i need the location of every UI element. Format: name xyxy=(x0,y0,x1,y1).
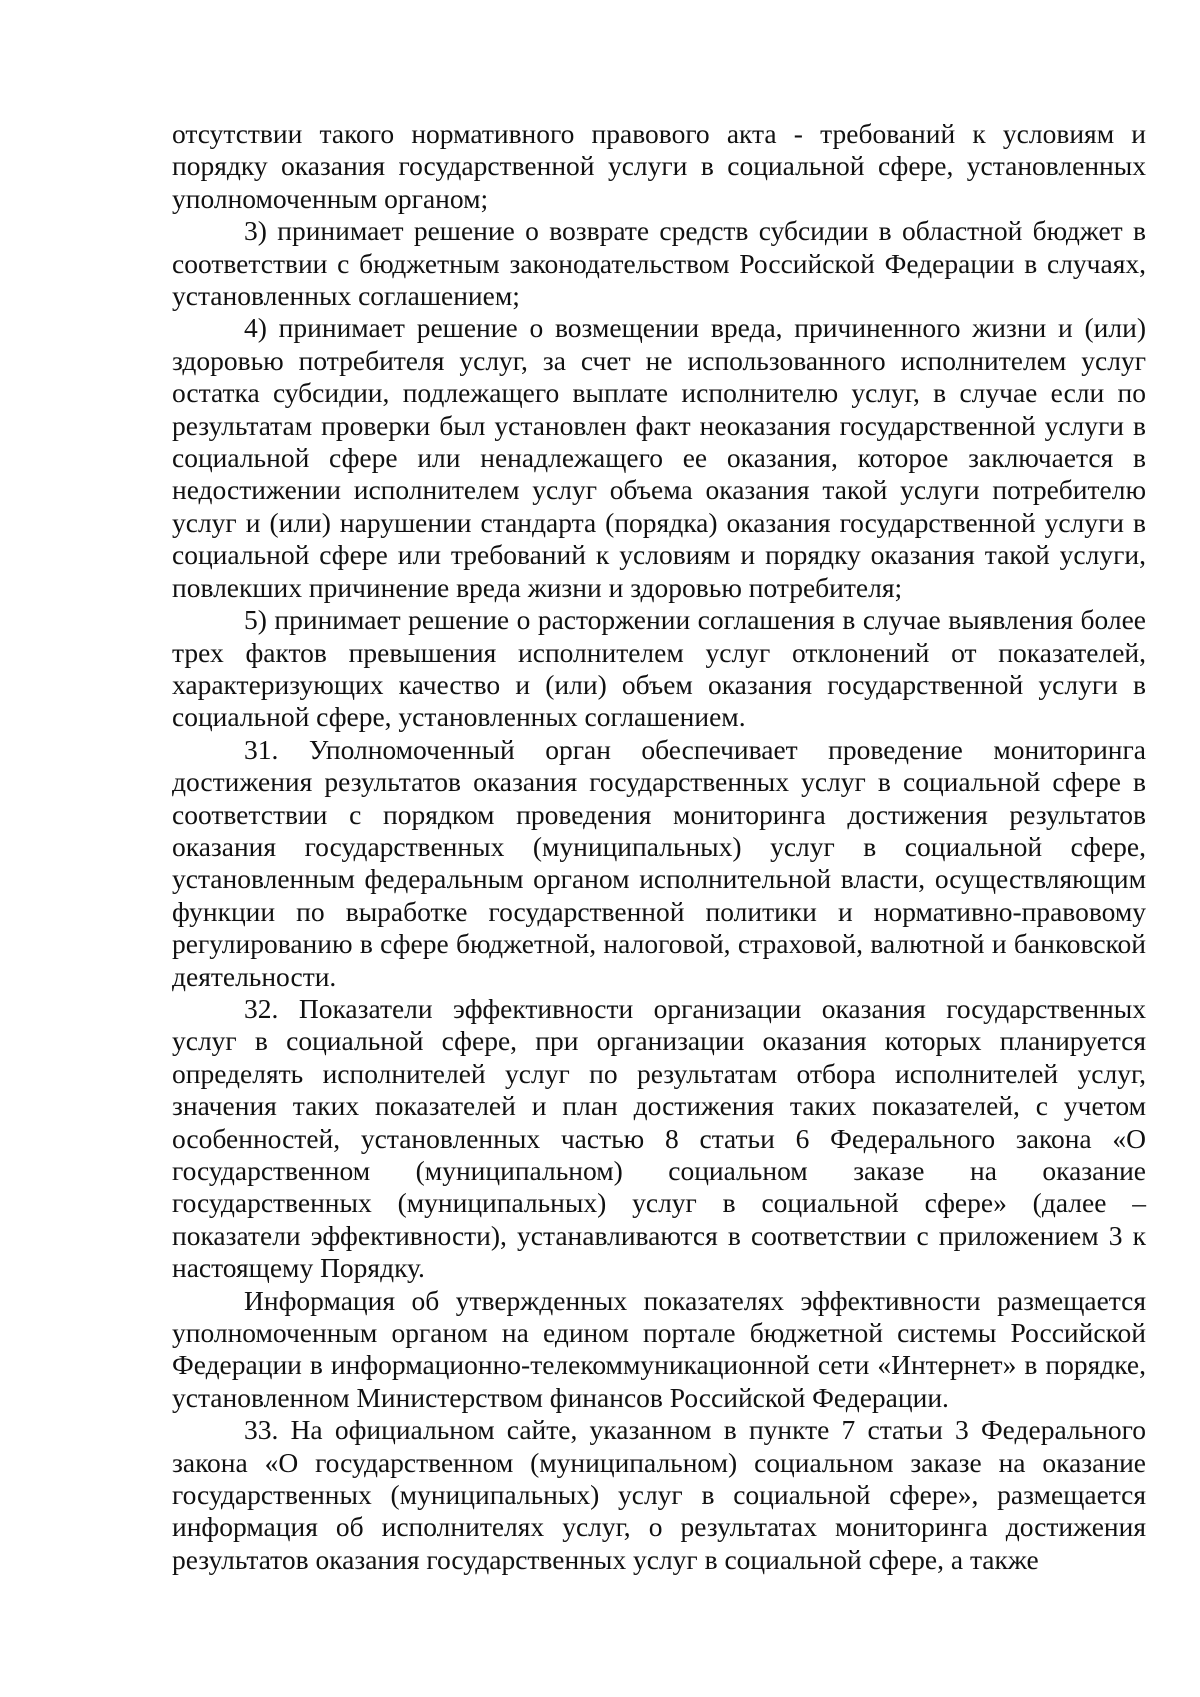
document-body xyxy=(172,118,1146,1576)
paragraph-item-3: 3) принимает решение о возврате средств субсидии в областной бюджет в соответствии с бюджетным законодательством Российской Федерации в случаях, установленных соглашением; xyxy=(172,215,1146,312)
paragraph-clause-32: 32. Показатели эффективности организации оказания государственных услуг в социальной сфере, при организации оказания которых планируется определять исполнителей услуг по результатам отбора исполнителей услуг, значения таких показателей и план достижения таких показателей, с учетом особенностей, установленных частью 8 статьи 6 Федерального закона «О государственном (муниципальном) социальном заказе на оказание государственных (муниципальных) услуг в социальной сфере» (далее – показатели эффективности), устанавливаются в соответствии с приложением 3 к настоящему Порядку. xyxy=(172,992,1146,1284)
paragraph-item-4: 4) принимает решение о возмещении вреда, причиненного жизни и (или) здоровью потребителя услуг, за счет не использованного исполнителем услуг остатка субсидии, подлежащего выплате исполнителю услуг, в случае если по результатам проверки был установлен факт неоказания государственной услуги в социальной сфере или ненадлежащего ее оказания, которое заключается в недостижении исполнителем услуг объема оказания такой услуги потребителю услуг и (или) нарушении стандарта (порядка) оказания государственной услуги в социальной сфере или требований к условиям и порядку оказания такой услуги, повлекших причинение вреда жизни и здоровью потребителя; xyxy=(172,312,1146,603)
paragraph-clause-32-info: Информация об утвержденных показателях эффективности размещается уполномоченным органом на едином портале бюджетной системы Российской Федерации в информационно-телекоммуникационной сети «Интернет» в порядке, установленном Министерством финансов Российской Федерации. xyxy=(172,1284,1146,1413)
paragraph-clause-31: 31. Уполномоченный орган обеспечивает проведение мониторинга достижения результатов оказания государственных услуг в социальной сфере в соответствии с порядком проведения мониторинга достижения результатов оказания государственных (муниципальных) услуг в социальной сфере, установленным федеральным органом исполнительной власти, осуществляющим функции по выработке государственной политики и нормативно-правовому регулированию в сфере бюджетной, налоговой, страховой, валютной и банковской деятельности. xyxy=(172,733,1146,992)
paragraph-clause-33: 33. На официальном сайте, указанном в пункте 7 статьи 3 Федерального закона «О государственном (муниципальном) социальном заказе на оказание государственных (муниципальных) услуг в социальной сфере», размещается информация об исполнителях услуг, о результатах мониторинга достижения результатов оказания государственных услуг в социальной сфере, а также xyxy=(172,1414,1146,1575)
paragraph-item-5: 5) принимает решение о расторжении соглашения в случае выявления более трех фактов превышения исполнителем услуг отклонений от показателей, характеризующих качество и (или) объем оказания государственной услуги в социальной сфере, установленных соглашением. xyxy=(172,604,1146,733)
paragraph-continuation: отсутствии такого нормативного правового акта - требований к условиям и порядку оказания государственной услуги в социальной сфере, установленных уполномоченным органом; xyxy=(172,118,1146,214)
